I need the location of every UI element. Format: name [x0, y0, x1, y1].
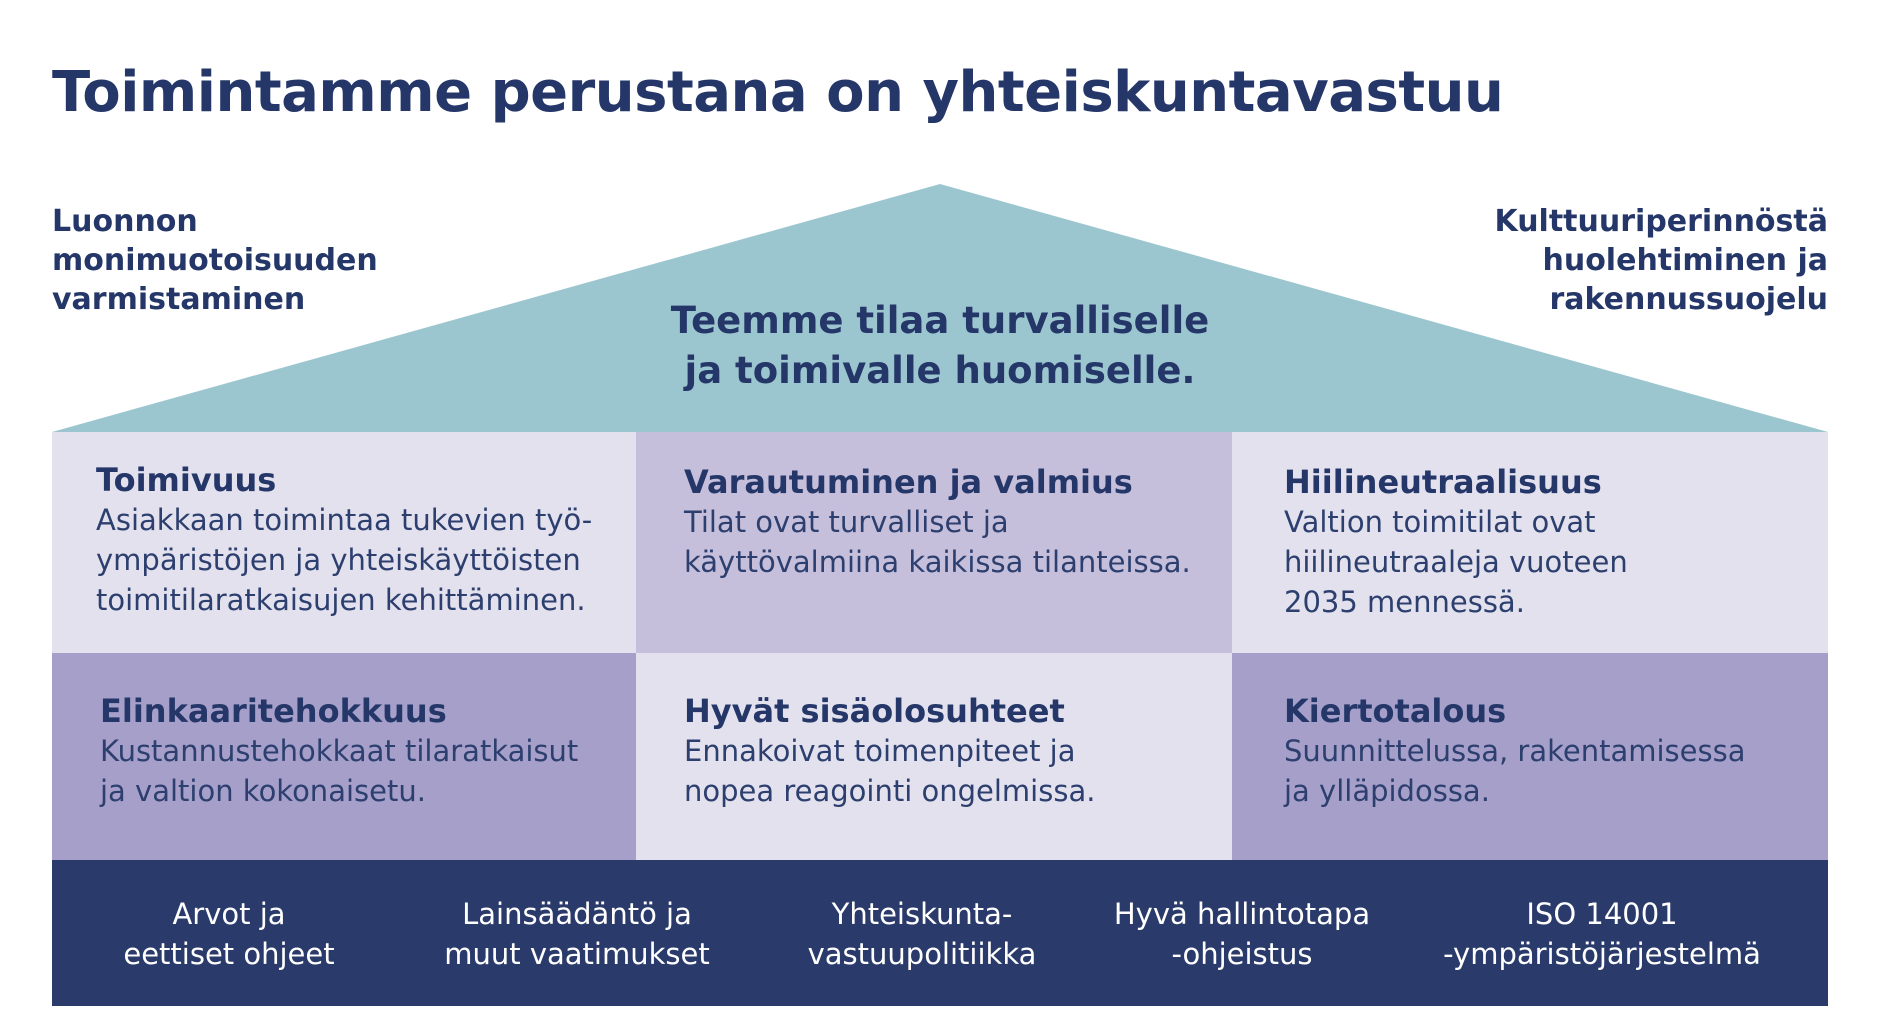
description-line: Tilat ovat turvalliset ja	[684, 505, 1009, 539]
pillar-description	[1284, 502, 1628, 622]
side-right-line: huolehtiminen ja	[1542, 243, 1828, 278]
foundation-bar	[52, 860, 1828, 1006]
foundation-line: muut vaatimukset	[444, 937, 710, 971]
pillar-elinkaaritehokkuus	[52, 653, 636, 860]
pillar-title: Kiertotalous	[1284, 692, 1507, 730]
pillar-hiilineutraalisuus	[1232, 432, 1828, 653]
foundation-line: ISO 14001	[1526, 897, 1678, 931]
foundation-item-arvot	[104, 894, 354, 974]
foundation-line: Lainsäädäntö ja	[462, 897, 692, 931]
side-left-line: monimuotoisuuden	[52, 243, 378, 278]
side-left-line: varmistaminen	[52, 282, 306, 317]
pillar-toimivuus	[52, 432, 636, 653]
pillar-description	[684, 502, 1191, 582]
description-line: ympäristöjen ja yhteiskäyttöisten	[96, 543, 581, 577]
pillar-title: Elinkaaritehokkuus	[100, 692, 447, 730]
foundation-line: -ympäristöjärjestelmä	[1443, 937, 1761, 971]
description-line: käyttövalmiina kaikissa tilanteissa.	[684, 545, 1191, 579]
pillar-description	[684, 731, 1095, 811]
foundation-line: Hyvä hallintotapa	[1113, 897, 1371, 931]
description-line: nopea reagointi ongelmissa.	[684, 774, 1096, 808]
description-line: toimitilaratkaisujen kehittäminen.	[96, 583, 586, 617]
description-line: Ennakoivat toimenpiteet ja	[684, 734, 1076, 768]
roof-line: ja toimivalle huomiselle.	[684, 349, 1196, 392]
pillar-title: Varautuminen ja valmius	[684, 463, 1133, 501]
pillar-grid	[52, 432, 1828, 860]
description-line: Valtion toimitilat ovat	[1284, 505, 1596, 539]
foundation-item-lainsaadanto	[412, 894, 742, 974]
roof-line: Teemme tilaa turvalliselle	[670, 299, 1210, 342]
pillar-description	[96, 500, 592, 620]
side-left-line: Luonnon	[52, 204, 198, 239]
pillar-title: Toimivuus	[96, 461, 277, 499]
pillar-description	[100, 731, 578, 811]
pillar-title: Hyvät sisäolosuhteet	[684, 692, 1065, 730]
pillar-title: Hiilineutraalisuus	[1284, 463, 1602, 501]
foundation-item-yhteiskuntavastuupolitiikka	[772, 894, 1072, 974]
side-right-line: rakennussuojelu	[1549, 282, 1828, 317]
pillar-description	[1284, 731, 1746, 811]
page-title: Toimintamme perustana on yhteiskuntavastuu	[52, 60, 1504, 125]
foundation-item-hallintotapa	[1092, 894, 1392, 974]
foundation-line: Yhteiskunta-	[831, 897, 1013, 931]
foundation-item-iso14001	[1422, 894, 1782, 974]
foundation-line: vastuupolitiikka	[807, 937, 1037, 971]
pillar-sisaolosuhteet	[636, 653, 1232, 860]
foundation-line: -ohjeistus	[1171, 937, 1313, 971]
description-line: Kustannustehokkaat tilaratkaisut	[100, 734, 579, 768]
description-line: Suunnittelussa, rakentamisessa	[1284, 734, 1746, 768]
side-right-line: Kulttuuriperinnöstä	[1494, 204, 1828, 239]
description-line: Asiakkaan toimintaa tukevien työ-	[96, 503, 593, 537]
pillar-varautuminen	[636, 432, 1232, 653]
roof-statement	[560, 296, 1320, 396]
description-line: 2035 mennessä.	[1284, 585, 1525, 619]
pillar-kiertotalous	[1232, 653, 1828, 860]
foundation-line: Arvot ja	[172, 897, 286, 931]
description-line: ja valtion kokonaisetu.	[100, 774, 426, 808]
description-line: ja ylläpidossa.	[1284, 774, 1490, 808]
foundation-line: eettiset ohjeet	[123, 937, 335, 971]
description-line: hiilineutraaleja vuoteen	[1284, 545, 1628, 579]
